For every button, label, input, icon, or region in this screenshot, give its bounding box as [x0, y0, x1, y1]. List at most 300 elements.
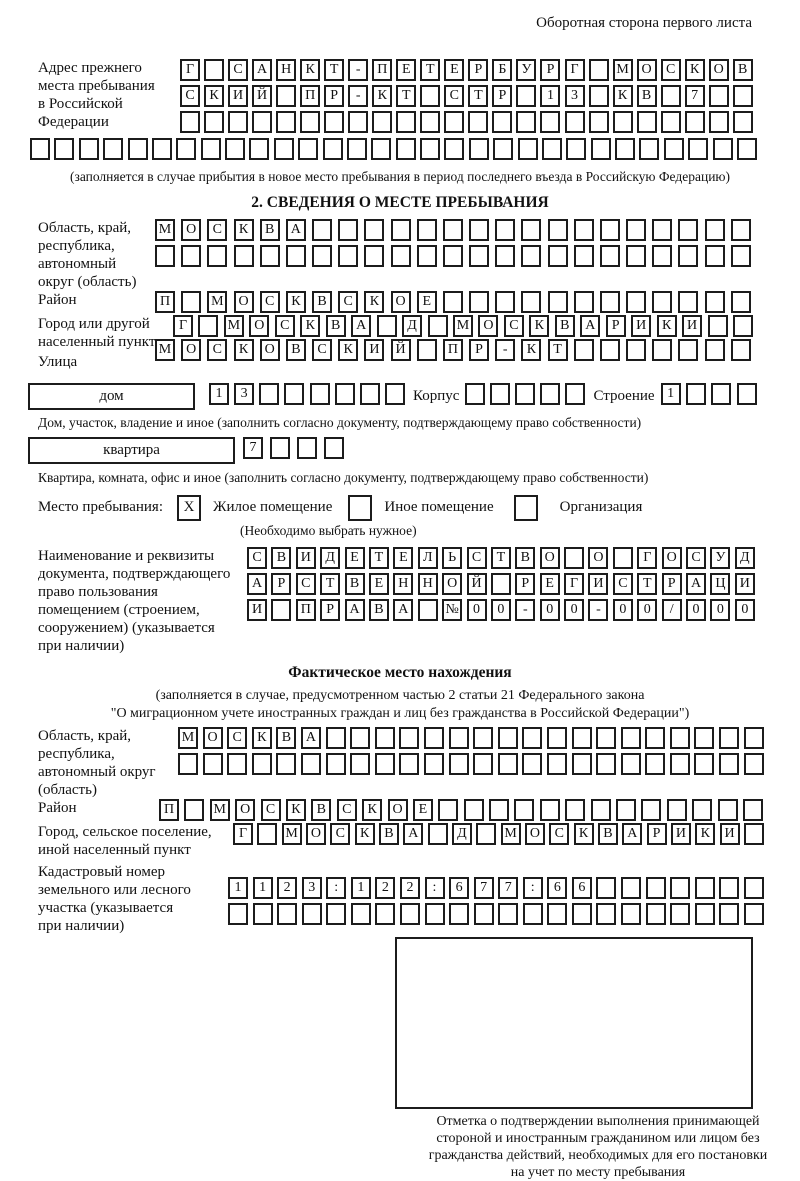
stroenie-label: Строение — [593, 388, 655, 404]
char-box: Д — [735, 547, 755, 569]
char-box: А — [403, 823, 423, 845]
text-line: Область, край, — [38, 728, 132, 744]
text-line: помещением (строением, — [38, 602, 200, 618]
char-box: К — [286, 799, 306, 821]
char-box — [731, 219, 751, 241]
char-box — [425, 903, 445, 925]
text-line: Отметка о подтверждении выполнения принимающей — [436, 1114, 760, 1129]
prev-address-row-2 — [180, 85, 753, 107]
char-box: : — [523, 877, 543, 899]
char-box — [271, 599, 291, 621]
char-box: Р — [662, 573, 682, 595]
char-box — [310, 383, 330, 405]
char-box — [626, 245, 646, 267]
char-box — [449, 753, 469, 775]
char-box: Л — [418, 547, 438, 569]
text-line: (заполняется в случае, предусмотренном частью 2 статьи 21 Федерального закона — [155, 688, 645, 703]
char-box: Р — [468, 59, 488, 81]
char-box: Р — [647, 823, 667, 845]
char-box: В — [515, 547, 535, 569]
char-box: М — [178, 727, 198, 749]
char-box — [375, 903, 395, 925]
char-box: Г — [637, 547, 657, 569]
char-box — [522, 753, 542, 775]
char-box: В — [369, 599, 389, 621]
char-box: Т — [369, 547, 389, 569]
char-box — [737, 383, 757, 405]
char-box — [713, 138, 733, 160]
char-box: К — [529, 315, 549, 337]
char-box — [326, 753, 346, 775]
char-box — [731, 245, 751, 267]
char-box: С — [180, 85, 200, 107]
text-line: право пользования — [38, 584, 158, 600]
char-box — [646, 903, 666, 925]
char-box — [695, 877, 715, 899]
document-row-1 — [247, 547, 755, 569]
document-label — [28, 547, 247, 655]
char-box: К — [521, 339, 541, 361]
char-box: Н — [418, 573, 438, 595]
cadastre-row-1 — [228, 877, 764, 899]
char-box — [323, 138, 343, 160]
char-box: К — [204, 85, 224, 107]
char-box: И — [364, 339, 384, 361]
char-box — [495, 219, 515, 241]
char-box — [547, 753, 567, 775]
char-box — [626, 291, 646, 313]
char-box: И — [682, 315, 702, 337]
char-box — [514, 799, 534, 821]
char-box — [589, 85, 609, 107]
house-label-box: дом — [28, 383, 195, 410]
cadastre-label — [28, 863, 228, 935]
char-box — [375, 753, 395, 775]
char-box — [565, 383, 585, 405]
char-box: Д — [402, 315, 422, 337]
document-row-2 — [247, 573, 755, 595]
char-box — [600, 245, 620, 267]
char-box — [518, 138, 538, 160]
s2-street-row — [155, 339, 751, 361]
char-box: Е — [369, 573, 389, 595]
char-box: Й — [252, 85, 272, 107]
char-box: М — [613, 59, 633, 81]
factual-city-row — [233, 823, 764, 845]
char-box: С — [613, 573, 633, 595]
house-cells — [209, 383, 405, 405]
char-box: Р — [469, 339, 489, 361]
char-box: К — [234, 339, 254, 361]
char-box — [270, 437, 290, 459]
char-box — [626, 339, 646, 361]
char-box — [424, 753, 444, 775]
prev-address-row-4 — [30, 138, 757, 160]
char-box: А — [622, 823, 642, 845]
char-box: М — [155, 219, 175, 241]
char-box — [252, 753, 272, 775]
option-organization-label: Организация — [559, 499, 643, 515]
char-box: О — [388, 799, 408, 821]
char-box: Е — [393, 547, 413, 569]
char-box: М — [224, 315, 244, 337]
char-box: Р — [540, 59, 560, 81]
char-box — [694, 727, 714, 749]
char-box: О — [181, 219, 201, 241]
char-box — [695, 903, 715, 925]
char-box — [176, 138, 196, 160]
s2-region-grid — [155, 219, 751, 267]
char-box — [547, 727, 567, 749]
char-box: В — [345, 573, 365, 595]
char-box — [444, 138, 464, 160]
cadastre-line — [28, 863, 772, 935]
char-box: 3 — [565, 85, 585, 107]
char-box — [420, 111, 440, 133]
char-box: - — [495, 339, 515, 361]
apartment-line — [28, 437, 772, 464]
char-box: С — [549, 823, 569, 845]
char-box — [259, 383, 279, 405]
char-box — [731, 339, 751, 361]
char-box — [564, 547, 584, 569]
char-box — [540, 383, 560, 405]
char-box: Ц — [710, 573, 730, 595]
char-box — [522, 727, 542, 749]
stay-type-line — [28, 494, 772, 521]
char-box — [661, 111, 681, 133]
char-box: О — [588, 547, 608, 569]
char-box — [286, 245, 306, 267]
house-caption: Дом, участок, владение и иное (заполнить согласно документу, подтверждающему право собственности) — [38, 415, 642, 430]
s2-street-label: Улица — [38, 354, 78, 370]
char-box — [637, 111, 657, 133]
char-box: И — [631, 315, 651, 337]
char-box — [391, 245, 411, 267]
char-box: Р — [492, 85, 512, 107]
char-box — [670, 877, 690, 899]
char-box — [181, 291, 201, 313]
char-box — [338, 219, 358, 241]
text-line: (область) — [38, 782, 97, 798]
char-box: 1 — [209, 383, 229, 405]
char-box — [399, 727, 419, 749]
char-box — [733, 85, 753, 107]
char-box: И — [247, 599, 267, 621]
char-box — [438, 799, 458, 821]
char-box — [705, 291, 725, 313]
text-line: автономный округ — [38, 764, 156, 780]
char-box: И — [296, 547, 316, 569]
char-box — [678, 245, 698, 267]
char-box — [420, 85, 440, 107]
house-line — [28, 383, 772, 410]
char-box: О — [442, 573, 462, 595]
char-box — [743, 799, 763, 821]
char-box — [670, 903, 690, 925]
char-box — [284, 383, 304, 405]
char-box: П — [300, 85, 320, 107]
char-box: 6 — [572, 877, 592, 899]
text-line: Город или другой — [38, 316, 150, 332]
char-box — [300, 111, 320, 133]
factual-region-line — [28, 727, 772, 799]
char-box — [621, 903, 641, 925]
char-box: У — [710, 547, 730, 569]
char-box — [228, 111, 248, 133]
char-box: И — [228, 85, 248, 107]
char-box: П — [296, 599, 316, 621]
char-box: Т — [491, 547, 511, 569]
char-box — [302, 903, 322, 925]
char-box — [490, 383, 510, 405]
char-box: П — [155, 291, 175, 313]
char-box: С — [261, 799, 281, 821]
text-line: иной населенный пункт — [38, 842, 191, 858]
char-box: С — [661, 59, 681, 81]
char-box — [152, 138, 172, 160]
char-box — [372, 111, 392, 133]
char-box — [613, 111, 633, 133]
char-box: Е — [444, 59, 464, 81]
char-box: Г — [565, 59, 585, 81]
char-box — [443, 291, 463, 313]
char-box: О — [391, 291, 411, 313]
char-box: Т — [548, 339, 568, 361]
char-box: Р — [320, 599, 340, 621]
document-row-3 — [247, 599, 755, 621]
char-box — [540, 111, 560, 133]
char-box — [548, 245, 568, 267]
char-box: 3 — [302, 877, 322, 899]
char-box: В — [326, 315, 346, 337]
char-box: С — [337, 799, 357, 821]
char-box: № — [442, 599, 462, 621]
char-box — [621, 727, 641, 749]
text-line: Федерации — [38, 114, 109, 130]
text-line: Кадастровый номер — [38, 864, 165, 880]
char-box: Т — [420, 59, 440, 81]
s2-region-row-1 — [155, 219, 751, 241]
text-line: Город, сельское поселение, — [38, 824, 212, 840]
char-box: Т — [637, 573, 657, 595]
char-box: В — [276, 727, 296, 749]
char-box — [565, 111, 585, 133]
char-box — [301, 753, 321, 775]
char-box — [234, 245, 254, 267]
char-box — [204, 111, 224, 133]
text-line: в Российской — [38, 96, 123, 112]
char-box — [498, 753, 518, 775]
char-box — [652, 245, 672, 267]
s2-region-row-2 — [155, 245, 751, 267]
korpus-label: Корпус — [413, 388, 460, 404]
char-box: М — [207, 291, 227, 313]
char-box: 2 — [400, 877, 420, 899]
char-box: М — [210, 799, 230, 821]
section2-title: 2. СВЕДЕНИЯ О МЕСТЕ ПРЕБЫВАНИЯ — [251, 194, 549, 211]
char-box — [652, 339, 672, 361]
char-box: Н — [393, 573, 413, 595]
char-box — [338, 245, 358, 267]
char-box: - — [588, 599, 608, 621]
factual-district-label: Район — [38, 800, 77, 816]
char-box: 2 — [375, 877, 395, 899]
char-box — [335, 383, 355, 405]
char-box — [492, 111, 512, 133]
char-box — [348, 111, 368, 133]
char-box: Д — [452, 823, 472, 845]
char-box — [276, 85, 296, 107]
char-box — [600, 339, 620, 361]
char-box — [312, 219, 332, 241]
s2-region-label — [28, 219, 155, 291]
char-box — [521, 291, 541, 313]
char-box — [491, 573, 511, 595]
char-box — [719, 877, 739, 899]
char-box — [744, 903, 764, 925]
char-box — [54, 138, 74, 160]
char-box — [469, 245, 489, 267]
char-box — [375, 727, 395, 749]
s2-district-line — [28, 291, 772, 313]
char-box: С — [338, 291, 358, 313]
char-box — [498, 903, 518, 925]
char-box: Н — [276, 59, 296, 81]
char-box — [521, 219, 541, 241]
char-box: 7 — [685, 85, 705, 107]
char-box — [645, 727, 665, 749]
char-box: О — [260, 339, 280, 361]
char-box: Е — [396, 59, 416, 81]
char-box: Е — [540, 573, 560, 595]
char-box: М — [282, 823, 302, 845]
char-box — [391, 219, 411, 241]
char-box: : — [326, 877, 346, 899]
stamp-caption — [358, 1113, 800, 1181]
factual-note — [28, 687, 772, 723]
char-box: О — [709, 59, 729, 81]
char-box: 1 — [661, 383, 681, 405]
text-line: сооружением) (указывается — [38, 620, 215, 636]
char-box: 1 — [253, 877, 273, 899]
char-box — [377, 315, 397, 337]
char-box: К — [300, 59, 320, 81]
char-box: А — [247, 573, 267, 595]
char-box — [646, 877, 666, 899]
char-box: 0 — [637, 599, 657, 621]
char-box — [596, 877, 616, 899]
char-box — [733, 111, 753, 133]
char-box: - — [348, 59, 368, 81]
char-box — [385, 383, 405, 405]
cadastre-grid — [228, 877, 764, 925]
text-line: республика, — [38, 746, 115, 762]
char-box — [709, 85, 729, 107]
text-line: места пребывания — [38, 78, 155, 94]
char-box: Е — [417, 291, 437, 313]
char-box — [613, 547, 633, 569]
char-box — [626, 219, 646, 241]
char-box: С — [227, 727, 247, 749]
char-box: К — [252, 727, 272, 749]
char-box: 7 — [243, 437, 263, 459]
checkbox-residential: X — [177, 495, 201, 521]
char-box: : — [425, 877, 445, 899]
text-line: республика, — [38, 238, 115, 254]
char-box — [705, 339, 725, 361]
char-box: Р — [271, 573, 291, 595]
char-box — [589, 111, 609, 133]
char-box — [30, 138, 50, 160]
char-box — [694, 753, 714, 775]
char-box: Ь — [442, 547, 462, 569]
char-box — [473, 753, 493, 775]
char-box: 7 — [474, 877, 494, 899]
char-box: 2 — [277, 877, 297, 899]
char-box — [360, 383, 380, 405]
char-box — [297, 437, 317, 459]
char-box — [444, 111, 464, 133]
char-box — [589, 59, 609, 81]
char-box: С — [444, 85, 464, 107]
char-box: Т — [396, 85, 416, 107]
text-line: "О миграционном учете иностранных граждан и лиц без гражданства в Российской Федерации") — [110, 706, 690, 721]
char-box — [744, 753, 764, 775]
char-box: С — [467, 547, 487, 569]
char-box: П — [159, 799, 179, 821]
char-box — [596, 727, 616, 749]
factual-district-row — [159, 799, 763, 821]
char-box: Р — [324, 85, 344, 107]
char-box — [277, 903, 297, 925]
char-box — [449, 727, 469, 749]
char-box: 7 — [498, 877, 518, 899]
char-box: К — [355, 823, 375, 845]
prev-address-label — [28, 59, 180, 131]
char-box — [731, 291, 751, 313]
char-box — [664, 138, 684, 160]
char-box: К — [574, 823, 594, 845]
text-line: при наличии) — [38, 918, 125, 934]
char-box — [737, 138, 757, 160]
stay-type-note: (Необходимо выбрать нужное) — [240, 523, 417, 538]
text-line: автономный — [38, 256, 117, 272]
char-box — [465, 383, 485, 405]
factual-city-line — [28, 823, 772, 859]
char-box: О — [637, 59, 657, 81]
checkbox-other-premises — [348, 495, 372, 521]
char-box: Г — [180, 59, 200, 81]
char-box — [652, 219, 672, 241]
char-box — [364, 219, 384, 241]
char-box — [670, 727, 690, 749]
s2-city-row — [173, 315, 753, 337]
char-box — [596, 903, 616, 925]
char-box: А — [345, 599, 365, 621]
char-box: 0 — [710, 599, 730, 621]
text-line: Область, край, — [38, 220, 132, 236]
char-box — [733, 315, 753, 337]
char-box: Б — [492, 59, 512, 81]
option-residential-label: Жилое помещение — [213, 499, 333, 515]
stay-type-label: Место пребывания: — [38, 499, 163, 515]
char-box: Г — [173, 315, 193, 337]
char-box: В — [637, 85, 657, 107]
char-box — [476, 823, 496, 845]
char-box — [685, 111, 705, 133]
char-box: М — [155, 339, 175, 361]
